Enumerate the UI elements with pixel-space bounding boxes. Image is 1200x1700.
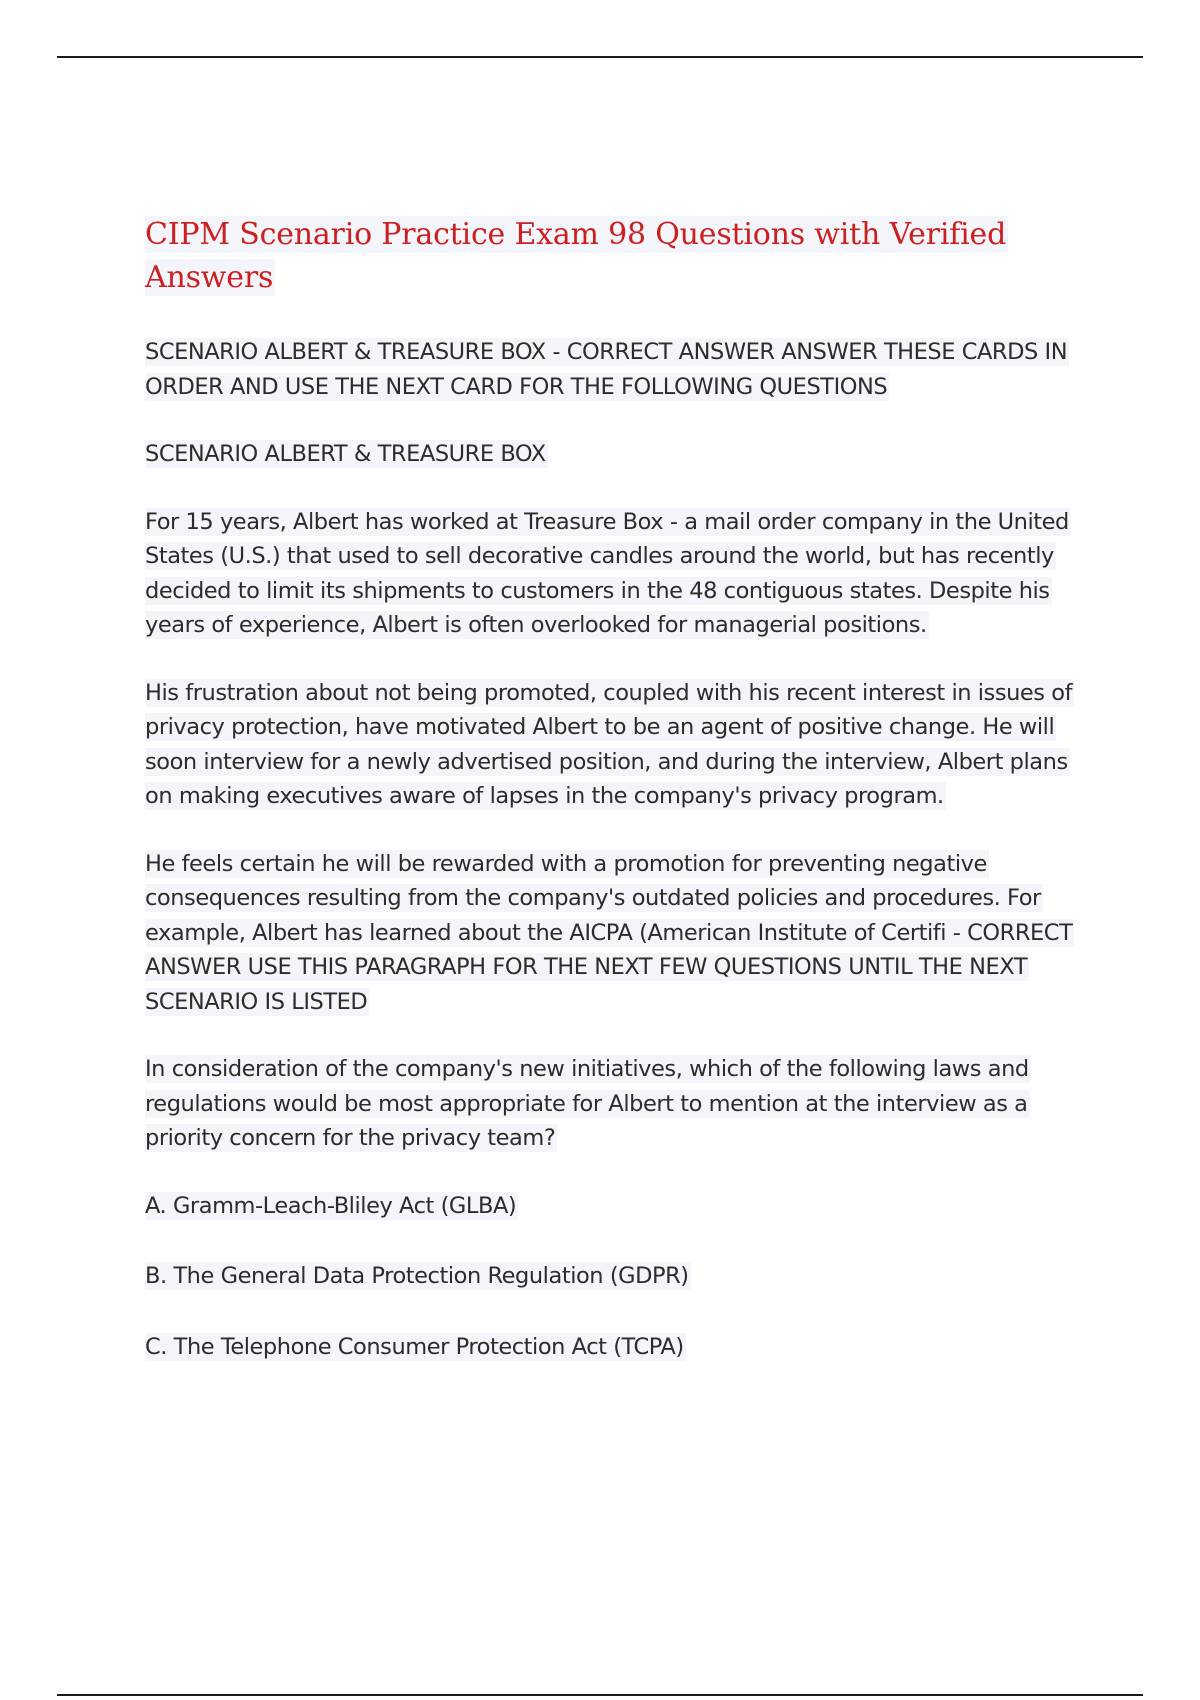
answer-option-b: B. The General Data Protection Regulation (GDPR) (145, 1263, 689, 1289)
answer-option-c: C. The Telephone Consumer Protection Act (TCPA) (145, 1333, 684, 1360)
scenario-heading: SCENARIO ALBERT & TREASURE BOX (145, 441, 546, 467)
scenario-paragraph-3: He feels certain he will be rewarded with a promotion for preventing negative consequences resulting from the company's outdated policies and procedures. For example, Albert has learned about the AICPA (American Institute of Certifi - CORRECT ANSWER USE THIS PARAGRAPH FOR THE NEXT FEW QUESTIONS UNTIL THE NEXT SCENARIO IS LISTED (145, 850, 1073, 1015)
bottom-rule (57, 1694, 1143, 1696)
answer-option-a: A. Gramm-Leach-Bliley Act (GLBA) (145, 1192, 517, 1219)
document-title: CIPM Scenario Practice Exam 98 Questions with Verified Answers (145, 217, 1007, 295)
scenario-intro-card: SCENARIO ALBERT & TREASURE BOX - CORRECT ANSWER ANSWER THESE CARDS IN ORDER AND USE THE NEXT CARD FOR THE FOLLOWING QUESTIONS (145, 339, 1068, 400)
question-text: In consideration of the company's new initiatives, which of the following laws and regulations would be most appropriate for Albert to mention at the interview as a priority concern for the privacy team? (145, 1056, 1029, 1151)
scenario-paragraph-2: His frustration about not being promoted, coupled with his recent interest in issues of privacy protection, have motivated Albert to be an agent of positive change. He will soon interview for a newly advertised position, and during the interview, Albert plans on making executives aware of lapses in the company's privacy program. (145, 679, 1073, 809)
document-body (145, 213, 1095, 1400)
scenario-paragraph-1: For 15 years, Albert has worked at Treasure Box - a mail order company in the United States (U.S.) that used to sell decorative candles around the world, but has recently decided to limit its shipments to customers in the 48 contiguous states. Despite his years of experience, Albert is often overlooked for managerial positions. (145, 508, 1069, 638)
top-rule (57, 56, 1143, 58)
